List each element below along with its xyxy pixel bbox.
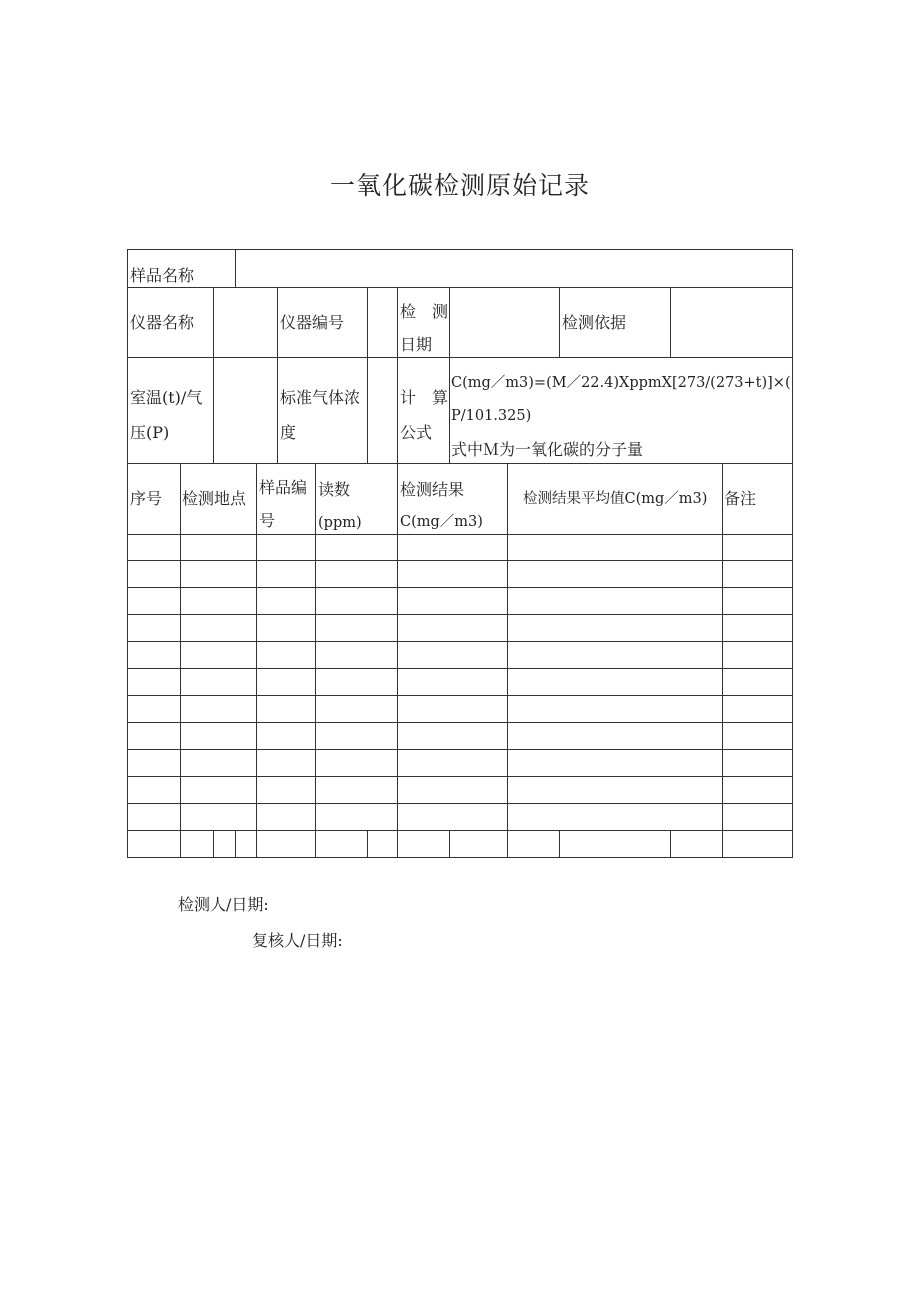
test-basis-label: 检测依据 xyxy=(562,313,627,332)
col-sample-no-header-line1: 样品编 xyxy=(259,478,308,497)
instrument-no-label: 仪器编号 xyxy=(280,313,345,332)
std-gas-label-line1: 标准气体浓 xyxy=(280,388,361,407)
instrument-name-label: 仪器名称 xyxy=(130,313,195,332)
reviewer-signature-line: 复核人/日期: xyxy=(252,931,343,950)
formula-note: 式中Ｍ为一氧化碳的分子量 xyxy=(451,440,644,459)
col-sample-no-header-line2: 号 xyxy=(259,511,276,530)
test-date-label-line1: 检 测 xyxy=(400,302,449,321)
formula-line2: P/101.325) xyxy=(451,408,532,424)
test-date-label-line2: 日期 xyxy=(400,335,433,354)
calc-formula-label-line2: 公式 xyxy=(400,423,433,442)
room-temp-label-line2: 压(P) xyxy=(130,423,170,442)
std-gas-label-line2: 度 xyxy=(280,423,297,442)
col-average-header: 检测结果平均值C(mg／m3) xyxy=(523,491,708,507)
room-temp-label-line1: 室温(t)/气 xyxy=(130,388,203,407)
formula-line1: C(mg／m3)=(M／22.4)XppmX[273/(273+t)]×( xyxy=(451,375,791,391)
col-result-header-line1: 检测结果 xyxy=(400,480,465,499)
col-seq-header: 序号 xyxy=(130,489,163,508)
page-title: 一氧化碳检测原始记录 xyxy=(329,171,590,200)
calc-formula-label-line1: 计 算 xyxy=(400,388,449,407)
sample-name-label: 样品名称 xyxy=(130,266,195,285)
col-remark-header: 备注 xyxy=(724,489,757,508)
col-reading-header-line1: 读数 xyxy=(318,480,351,499)
col-location-header: 检测地点 xyxy=(182,489,247,508)
col-result-header-line2: C(mg／m3) xyxy=(400,514,483,530)
col-reading-header-line2: (ppm) xyxy=(318,515,362,531)
tester-signature-line: 检测人/日期: xyxy=(178,895,269,914)
